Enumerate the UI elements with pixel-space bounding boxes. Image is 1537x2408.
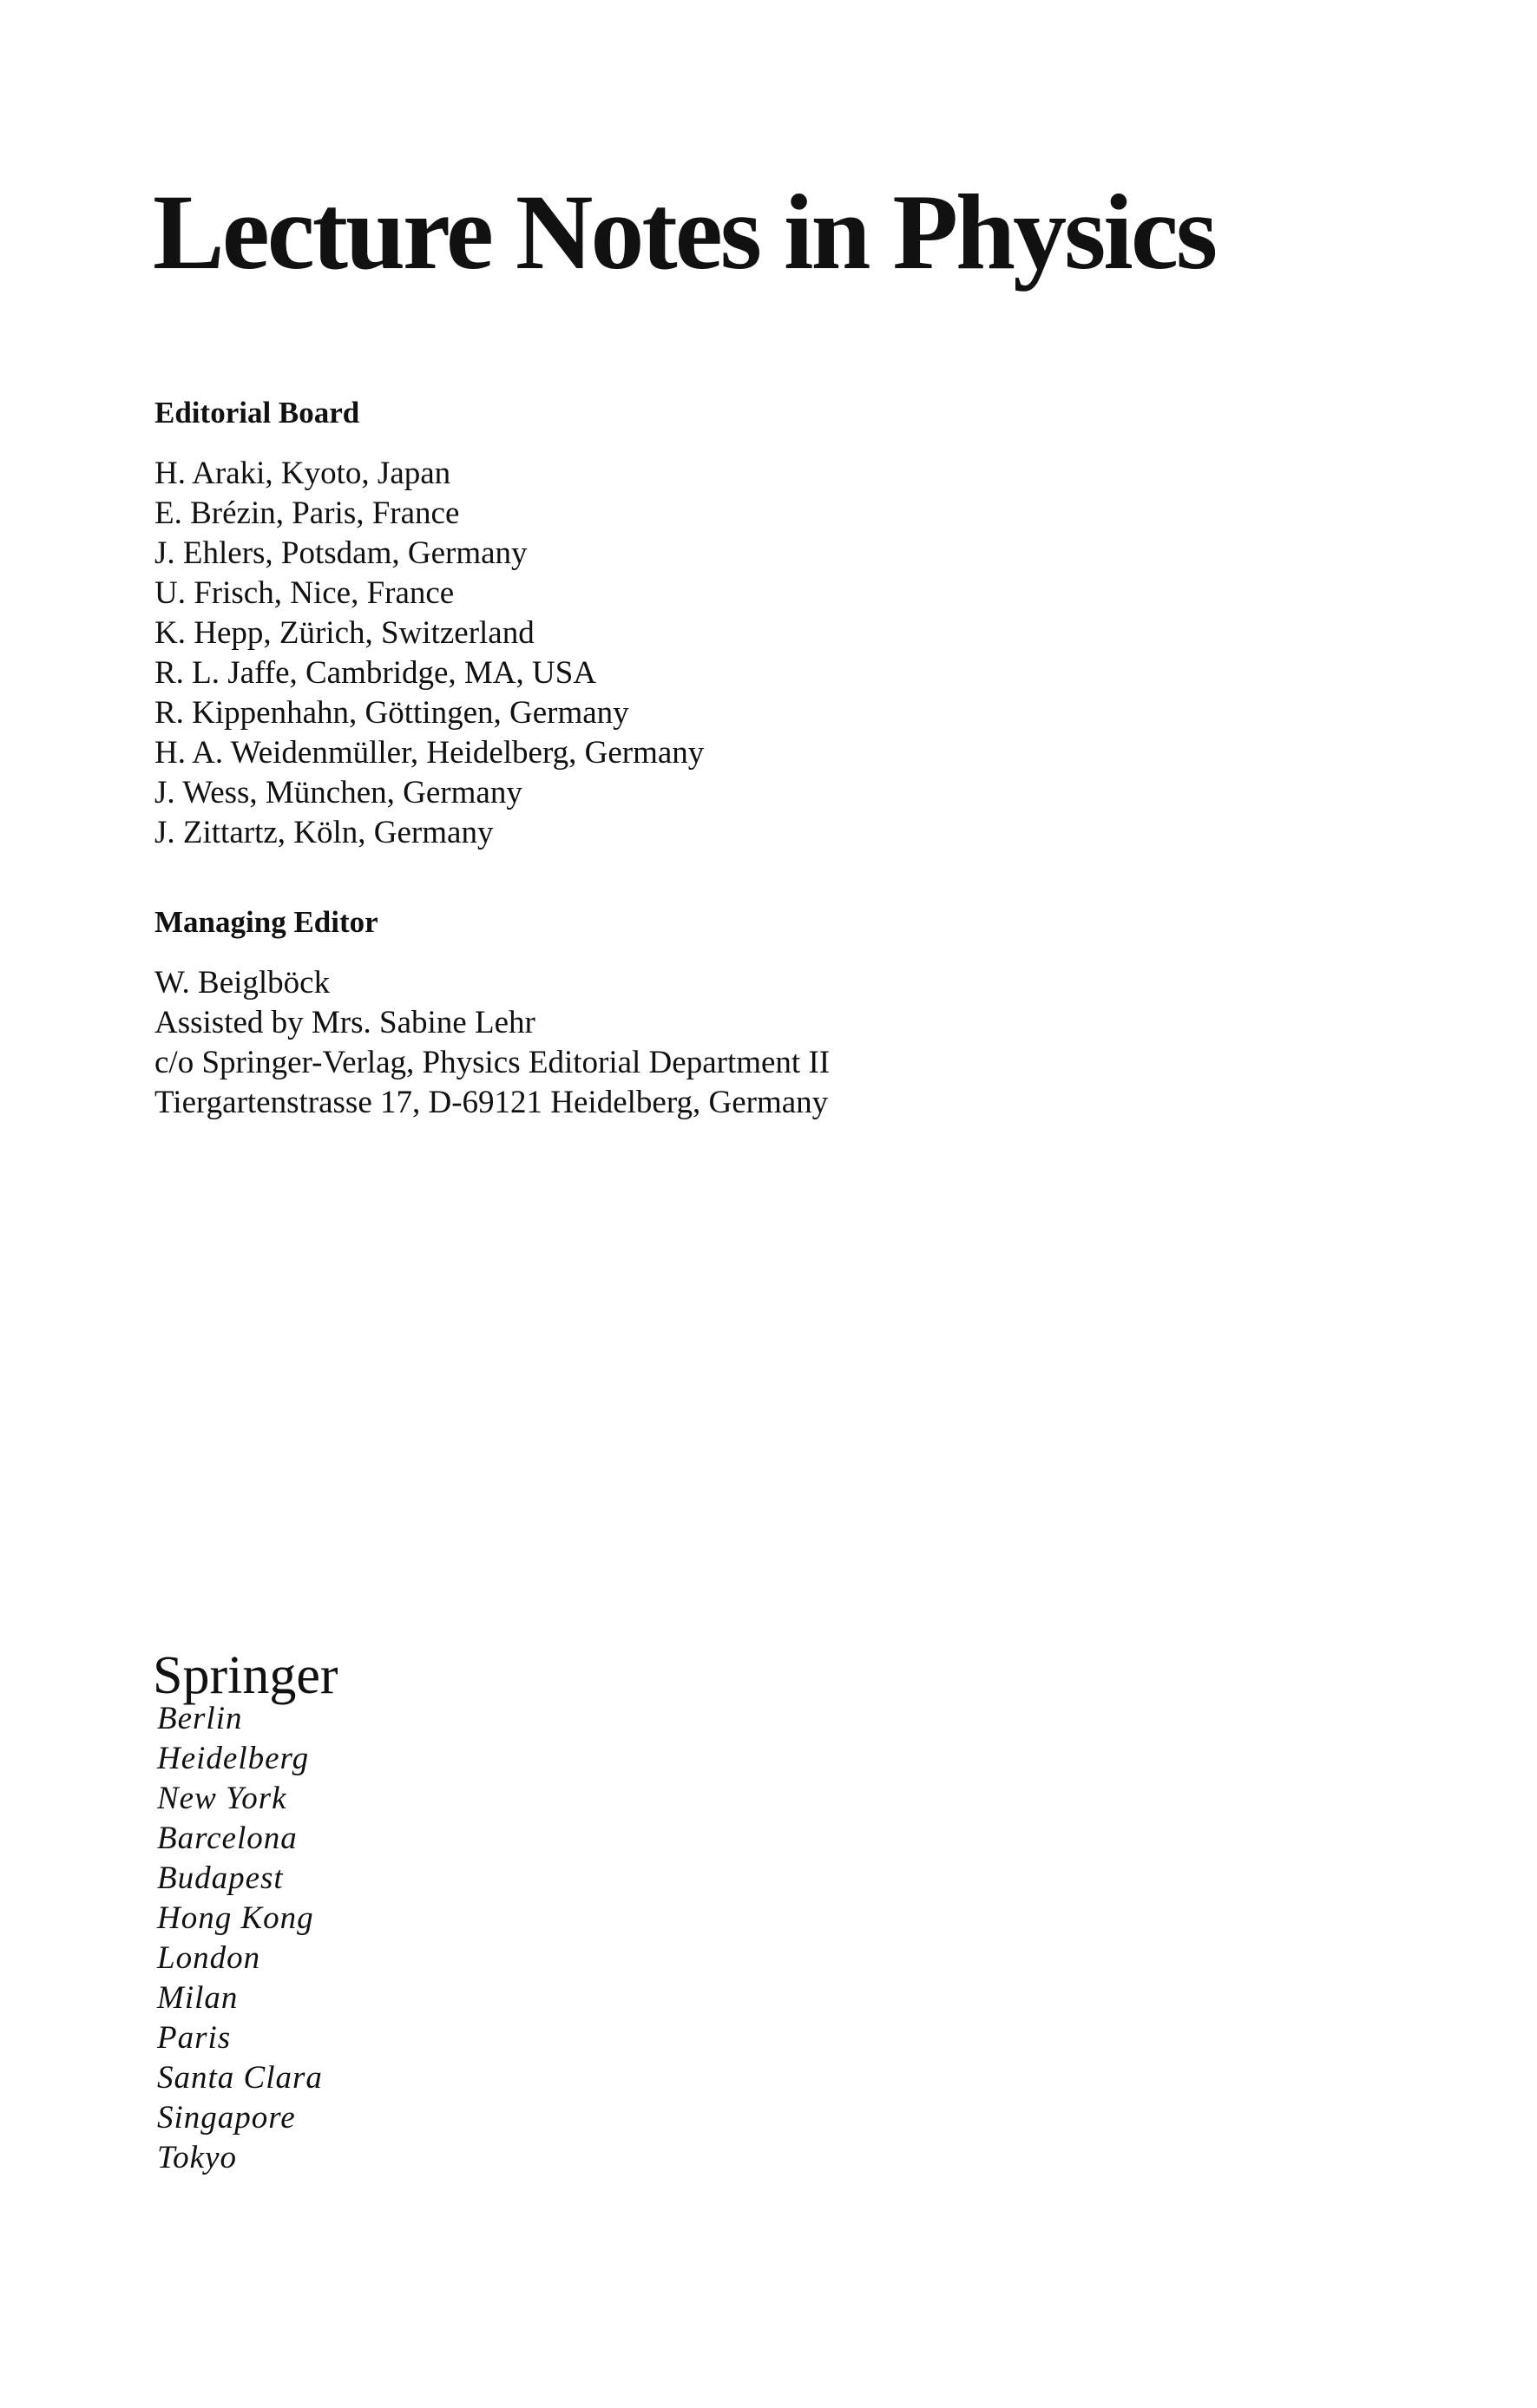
board-member: J. Zittartz, Köln, Germany — [154, 815, 494, 850]
editorial-board-list — [154, 454, 704, 853]
managing-editor-heading: Managing Editor — [154, 905, 378, 939]
board-member: J. Wess, München, Germany — [154, 775, 522, 810]
board-member: H. A. Weidenmüller, Heidelberg, Germany — [154, 735, 705, 771]
managing-editor-line: Tiergartenstrasse 17, D-69121 Heidelberg, Germany — [154, 1085, 829, 1120]
editorial-board-section — [154, 397, 704, 853]
publisher-city: Singapore — [157, 2100, 296, 2136]
publisher-city: Hong Kong — [157, 1900, 314, 1936]
publisher-city: London — [157, 1940, 261, 1976]
publisher-city: Tokyo — [157, 2140, 238, 2175]
publisher-city: Budapest — [157, 1860, 284, 1896]
managing-editor-line: W. Beiglböck — [154, 965, 331, 1001]
series-title: Lecture Notes in Physics — [153, 173, 1216, 292]
publisher-city: Barcelona — [157, 1821, 298, 1856]
publisher-city: Berlin — [157, 1701, 243, 1736]
publisher-block — [153, 1646, 338, 2178]
publisher-city-list — [153, 1699, 338, 2178]
publisher-city: Heidelberg — [157, 1741, 310, 1776]
board-member: K. Hepp, Zürich, Switzerland — [154, 615, 535, 651]
board-member: R. L. Jaffe, Cambridge, MA, USA — [154, 655, 597, 691]
board-member: J. Ehlers, Potsdam, Germany — [154, 535, 528, 571]
board-member: E. Brézin, Paris, France — [154, 495, 460, 531]
editorial-board-heading: Editorial Board — [154, 396, 360, 430]
board-member: R. Kippenhahn, Göttingen, Germany — [154, 695, 629, 731]
managing-editor-line: c/o Springer-Verlag, Physics Editorial Department II — [154, 1045, 831, 1080]
managing-editor-section — [154, 907, 830, 1123]
publisher-name: Springer — [153, 1646, 338, 1705]
board-member: U. Frisch, Nice, France — [154, 575, 455, 611]
managing-editor-line: Assisted by Mrs. Sabine Lehr — [154, 1005, 535, 1040]
publisher-city: Milan — [157, 1980, 239, 2016]
managing-editor-details — [154, 963, 830, 1123]
publisher-city: Santa Clara — [157, 2060, 323, 2096]
publisher-city: New York — [157, 1781, 287, 1816]
board-member: H. Araki, Kyoto, Japan — [154, 456, 451, 491]
publisher-city: Paris — [157, 2020, 232, 2056]
